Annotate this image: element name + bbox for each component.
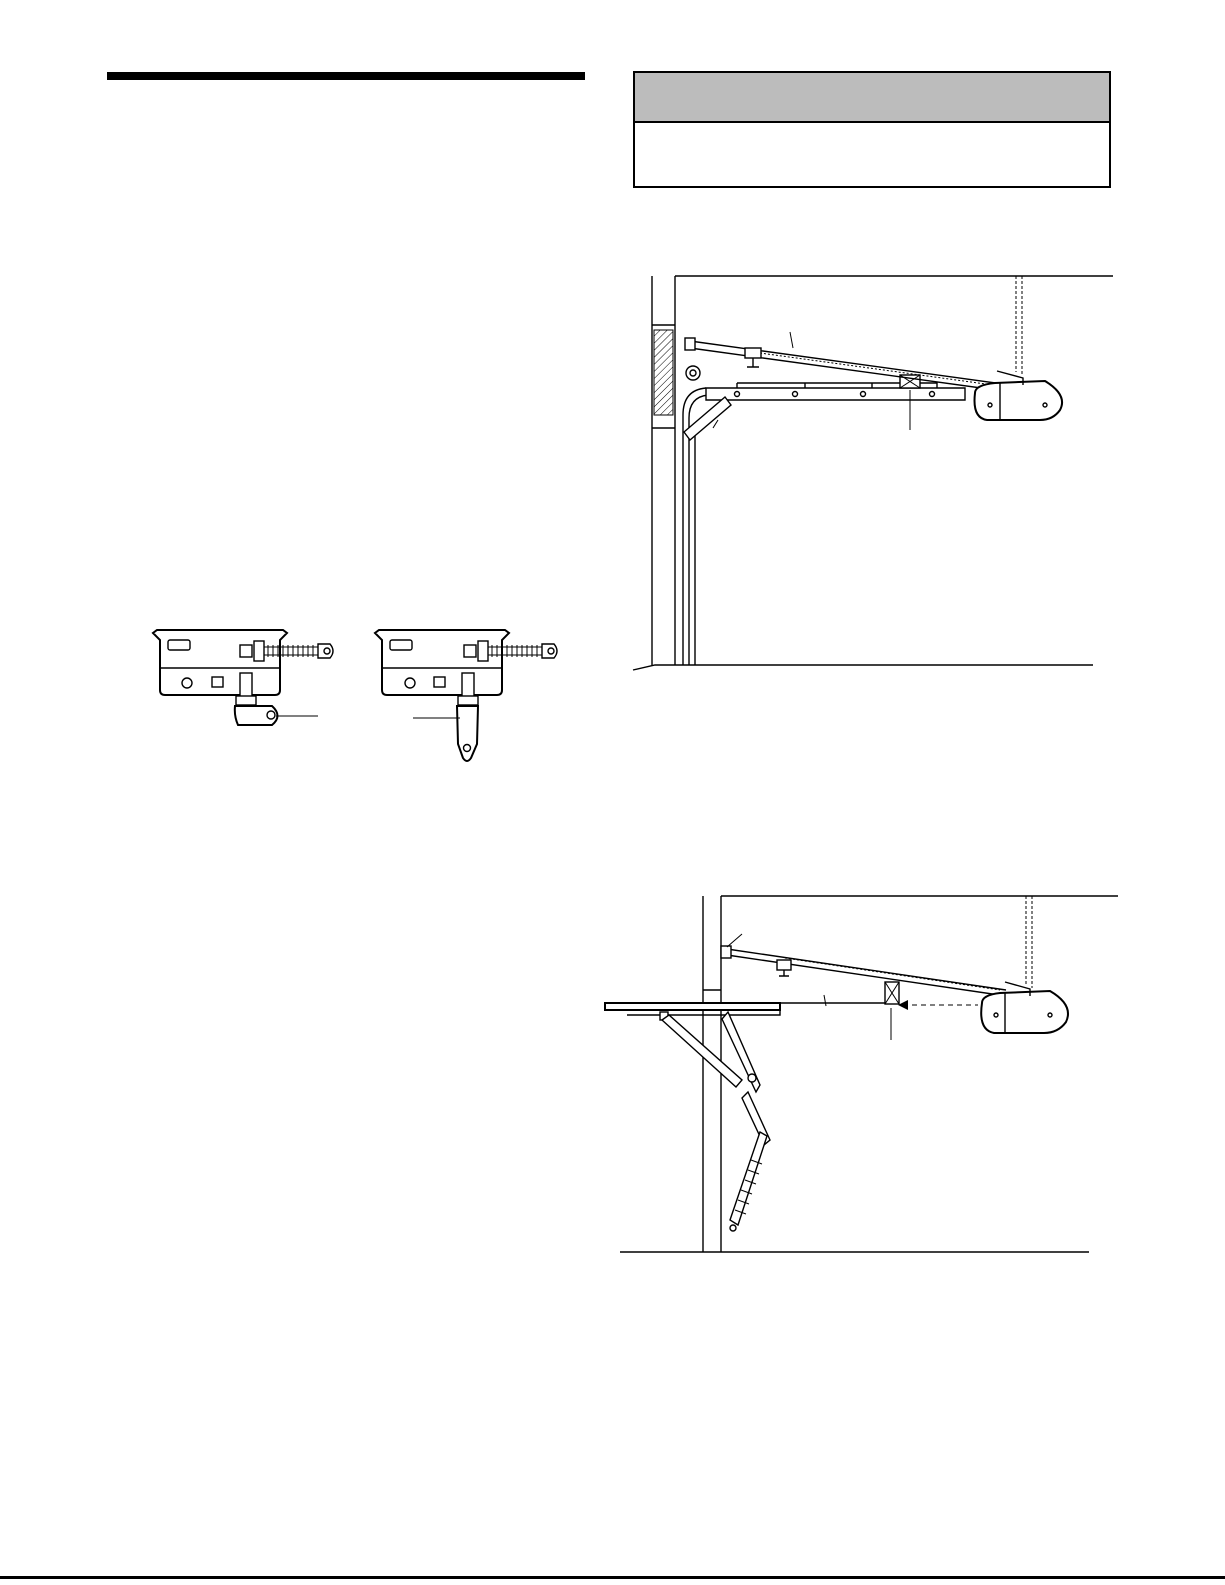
page-bottom-rule [0, 1576, 1225, 1579]
